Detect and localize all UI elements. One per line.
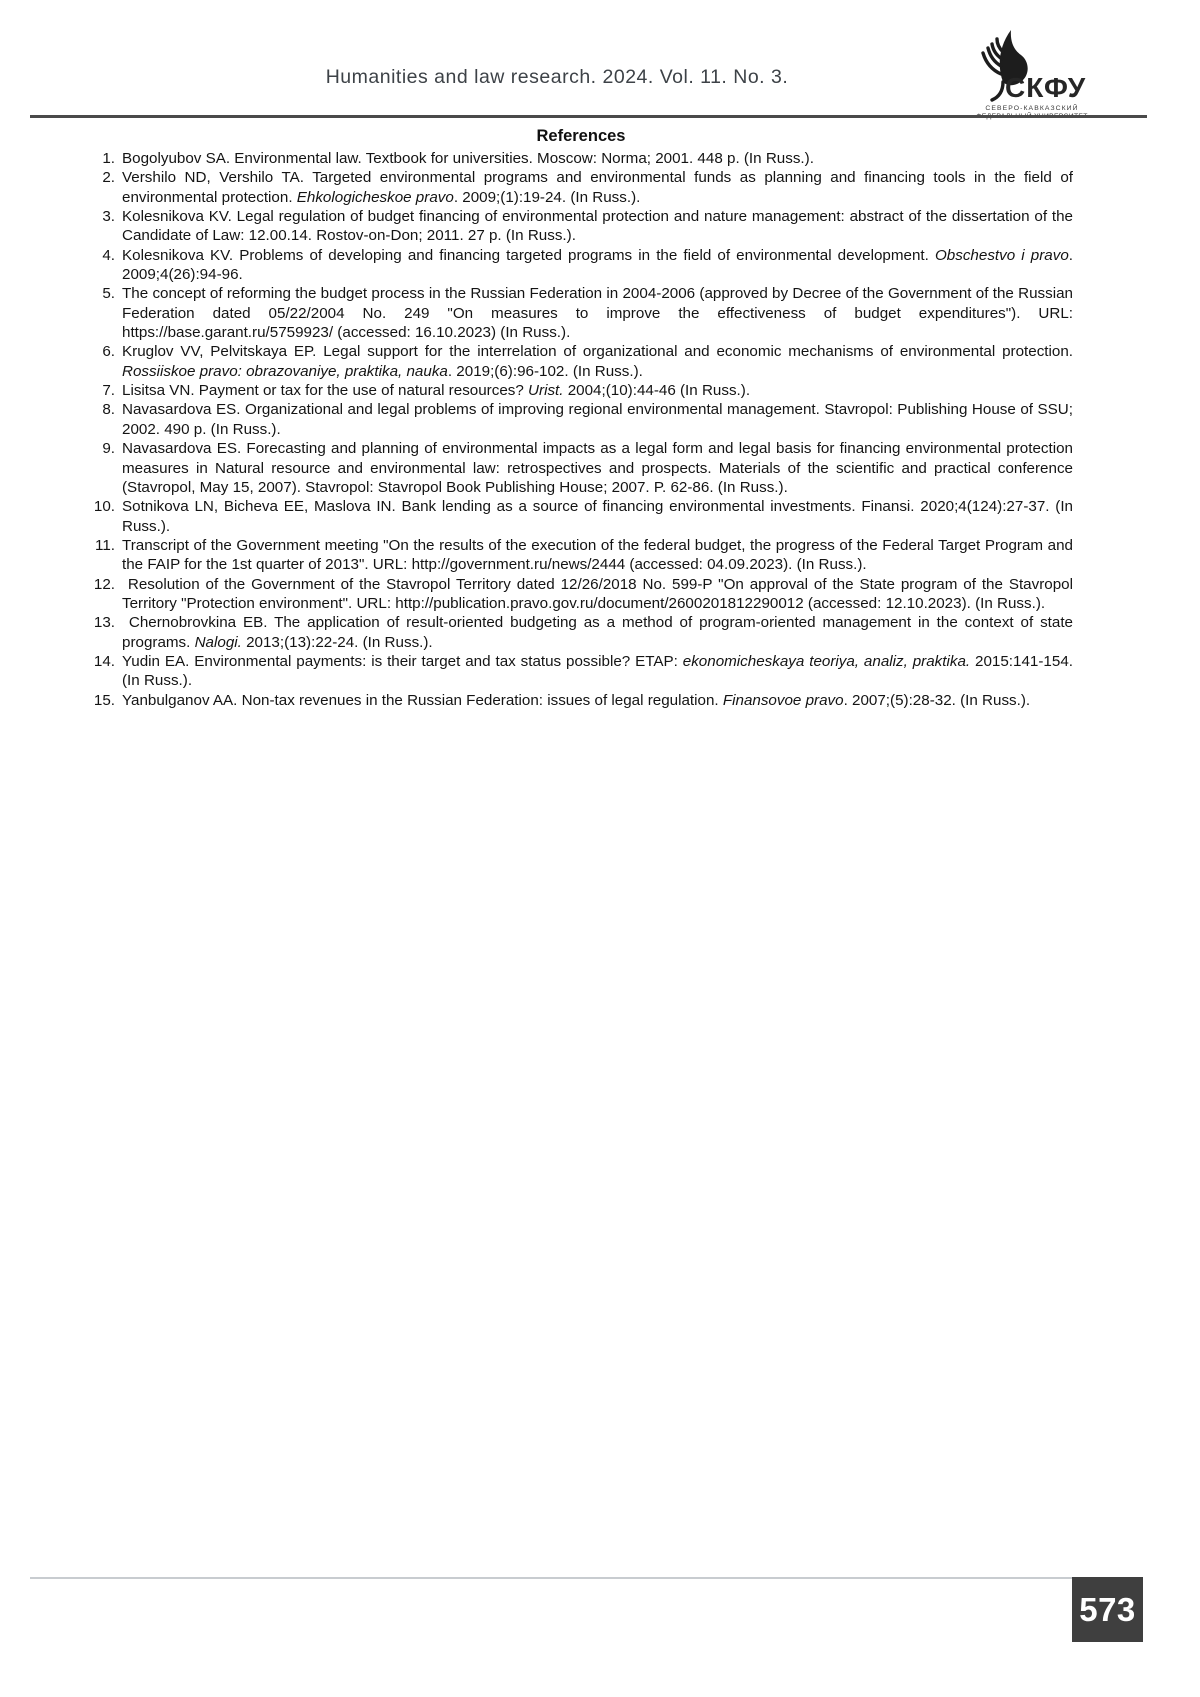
reference-item [89, 439, 1073, 497]
reference-item [89, 575, 1073, 614]
reference-number: 11. [95, 536, 115, 554]
reference-text: The concept of reforming the budget process in the Russian Federation in 2004-2006 (approved by Decree of the Government of the Russian Federation dated 05/22/2004 No. 249 "On measures to improve the effectiveness of budget expenditures"). URL: https://base.garant.ru/5759923/ (accessed: 16.10.2023) (In Russ.). [122, 285, 1073, 342]
reference-number: 14. [93, 652, 115, 670]
reference-number: 2. [102, 169, 115, 187]
reference-item [89, 497, 1073, 536]
reference-number: 3. [102, 208, 115, 226]
reference-item [89, 207, 1073, 246]
reference-text: Bogolyubov SA. Environmental law. Textbook for universities. Moscow: Norma; 2001. 448 p. (In Russ.). [122, 150, 814, 167]
reference-number: 15. [93, 691, 115, 709]
reference-item [89, 168, 1073, 207]
reference-item [89, 652, 1073, 691]
footer-divider [30, 1577, 1072, 1579]
reference-number: 6. [102, 343, 115, 361]
skfu-logo [963, 26, 1101, 120]
reference-text: Navasardova ES. Organizational and legal problems of improving regional environmental management. Stavropol: Publishing House of SSU; 2002. 490 p. (In Russ.). [122, 401, 1073, 438]
reference-text: Kruglov VV, Pelvitskaya EP. Legal support for the interrelation of organizational and economic mechanisms of environmental protection. Rossiiskoe pravo: obrazovaniye, praktika, nauka. 2019;(6):96-102. (In Russ.). [122, 343, 1073, 380]
reference-text: Kolesnikova KV. Legal regulation of budget financing of environmental protection and nature management: abstract of the dissertation of the Candidate of Law: 12.00.14. Rostov-on-Don; 2011. 27 p. (In Russ.). [122, 208, 1073, 245]
reference-text: Kolesnikova KV. Problems of developing and financing targeted programs in the field of environmental development. Obschestvo i pravo. 2009;4(26):94-96. [122, 246, 1074, 284]
references-list [89, 149, 1073, 710]
reference-item [89, 613, 1073, 652]
reference-text: Resolution of the Government of the Stavropol Territory dated 12/26/2018 No. 599-P "On approval of the State program of the Stavropol Territory "Protection environment". URL: http://publication.pravo.gov.ru/document/2600201812290012 (accessed: 12.10.2023). (In Russ.). [122, 575, 1073, 612]
reference-number: 5. [102, 285, 115, 303]
header-divider [30, 115, 1147, 118]
reference-text: Transcript of the Government meeting "On the results of the execution of the federal budget, the progress of the Federal Target Program and the FAIP for the 1st quarter of 2013". URL: http://government.ru/news/2444 (accessed: 04.09.2023). (In Russ.). [122, 536, 1073, 574]
reference-text: Yanbulganov AA. Non-tax revenues in the Russian Federation: issues of legal regulation. Finansovoe pravo. 2007;(5):28-32. (In Russ.). [122, 691, 1031, 709]
journal-title: Humanities and law research. 2024. Vol. 11. No. 3. [325, 66, 789, 88]
reference-item [89, 246, 1073, 285]
reference-text: Sotnikova LN, Bicheva EE, Maslova IN. Bank lending as a source of financing environmental investments. Finansi. 2020;4(124):27-37. (In Russ.). [122, 498, 1073, 535]
reference-text: Chernobrovkina EB. The application of result-oriented budgeting as a method of program-oriented management in the context of state programs. Nalogi. 2013;(13):22-24. (In Russ.). [122, 614, 1073, 651]
skfu-logo-subtitle-line1: СЕВЕРО-КАВКАЗСКИЙ [985, 105, 1079, 112]
reference-text: Lisitsa VN. Payment or tax for the use of natural resources? Urist. 2004;(10):44-46 (In Russ.). [122, 382, 751, 400]
reference-number: 10. [93, 498, 115, 516]
reference-number: 13. [93, 614, 115, 632]
reference-text: Navasardova ES. Forecasting and planning of environmental impacts as a legal form and legal basis for financing environmental protection measures in Natural resource and environmental law: retrospectives and prospects. Materials of the scientific and practical conference (Stavropol, May 15, 2007). Stavropol: Stavropol Book Publishing House; 2007. P. 62-86. (In Russ.). [122, 440, 1073, 496]
reference-number: 1. [102, 150, 115, 167]
references-heading: References [536, 127, 626, 145]
reference-number: 9. [102, 440, 115, 458]
reference-item [89, 284, 1073, 342]
reference-item [89, 149, 1073, 168]
reference-item [89, 400, 1073, 439]
reference-item [89, 342, 1073, 381]
page-number-box [1072, 1577, 1143, 1642]
reference-number: 4. [102, 246, 115, 264]
reference-text: Vershilo ND, Vershilo TA. Targeted environmental programs and environmental funds as planning and financing tools in the field of environmental protection. Ehkologicheskoe pravo. 2009;(1):19-24. (In Russ.). [122, 169, 1073, 206]
reference-item [89, 691, 1073, 710]
reference-item [89, 536, 1073, 575]
reference-number: 8. [102, 401, 115, 419]
reference-item [89, 381, 1073, 400]
reference-number: 12. [93, 575, 115, 593]
page-number: 573 [1079, 1590, 1136, 1628]
reference-number: 7. [102, 382, 115, 400]
skfu-logo-acronym: СКФУ [1005, 72, 1087, 103]
reference-text: Yudin EA. Environmental payments: is their target and tax status possible? ETAP: ekonomicheskaya teoriya, analiz, praktika. 2015:141-154. (In Russ.). [122, 652, 1073, 690]
